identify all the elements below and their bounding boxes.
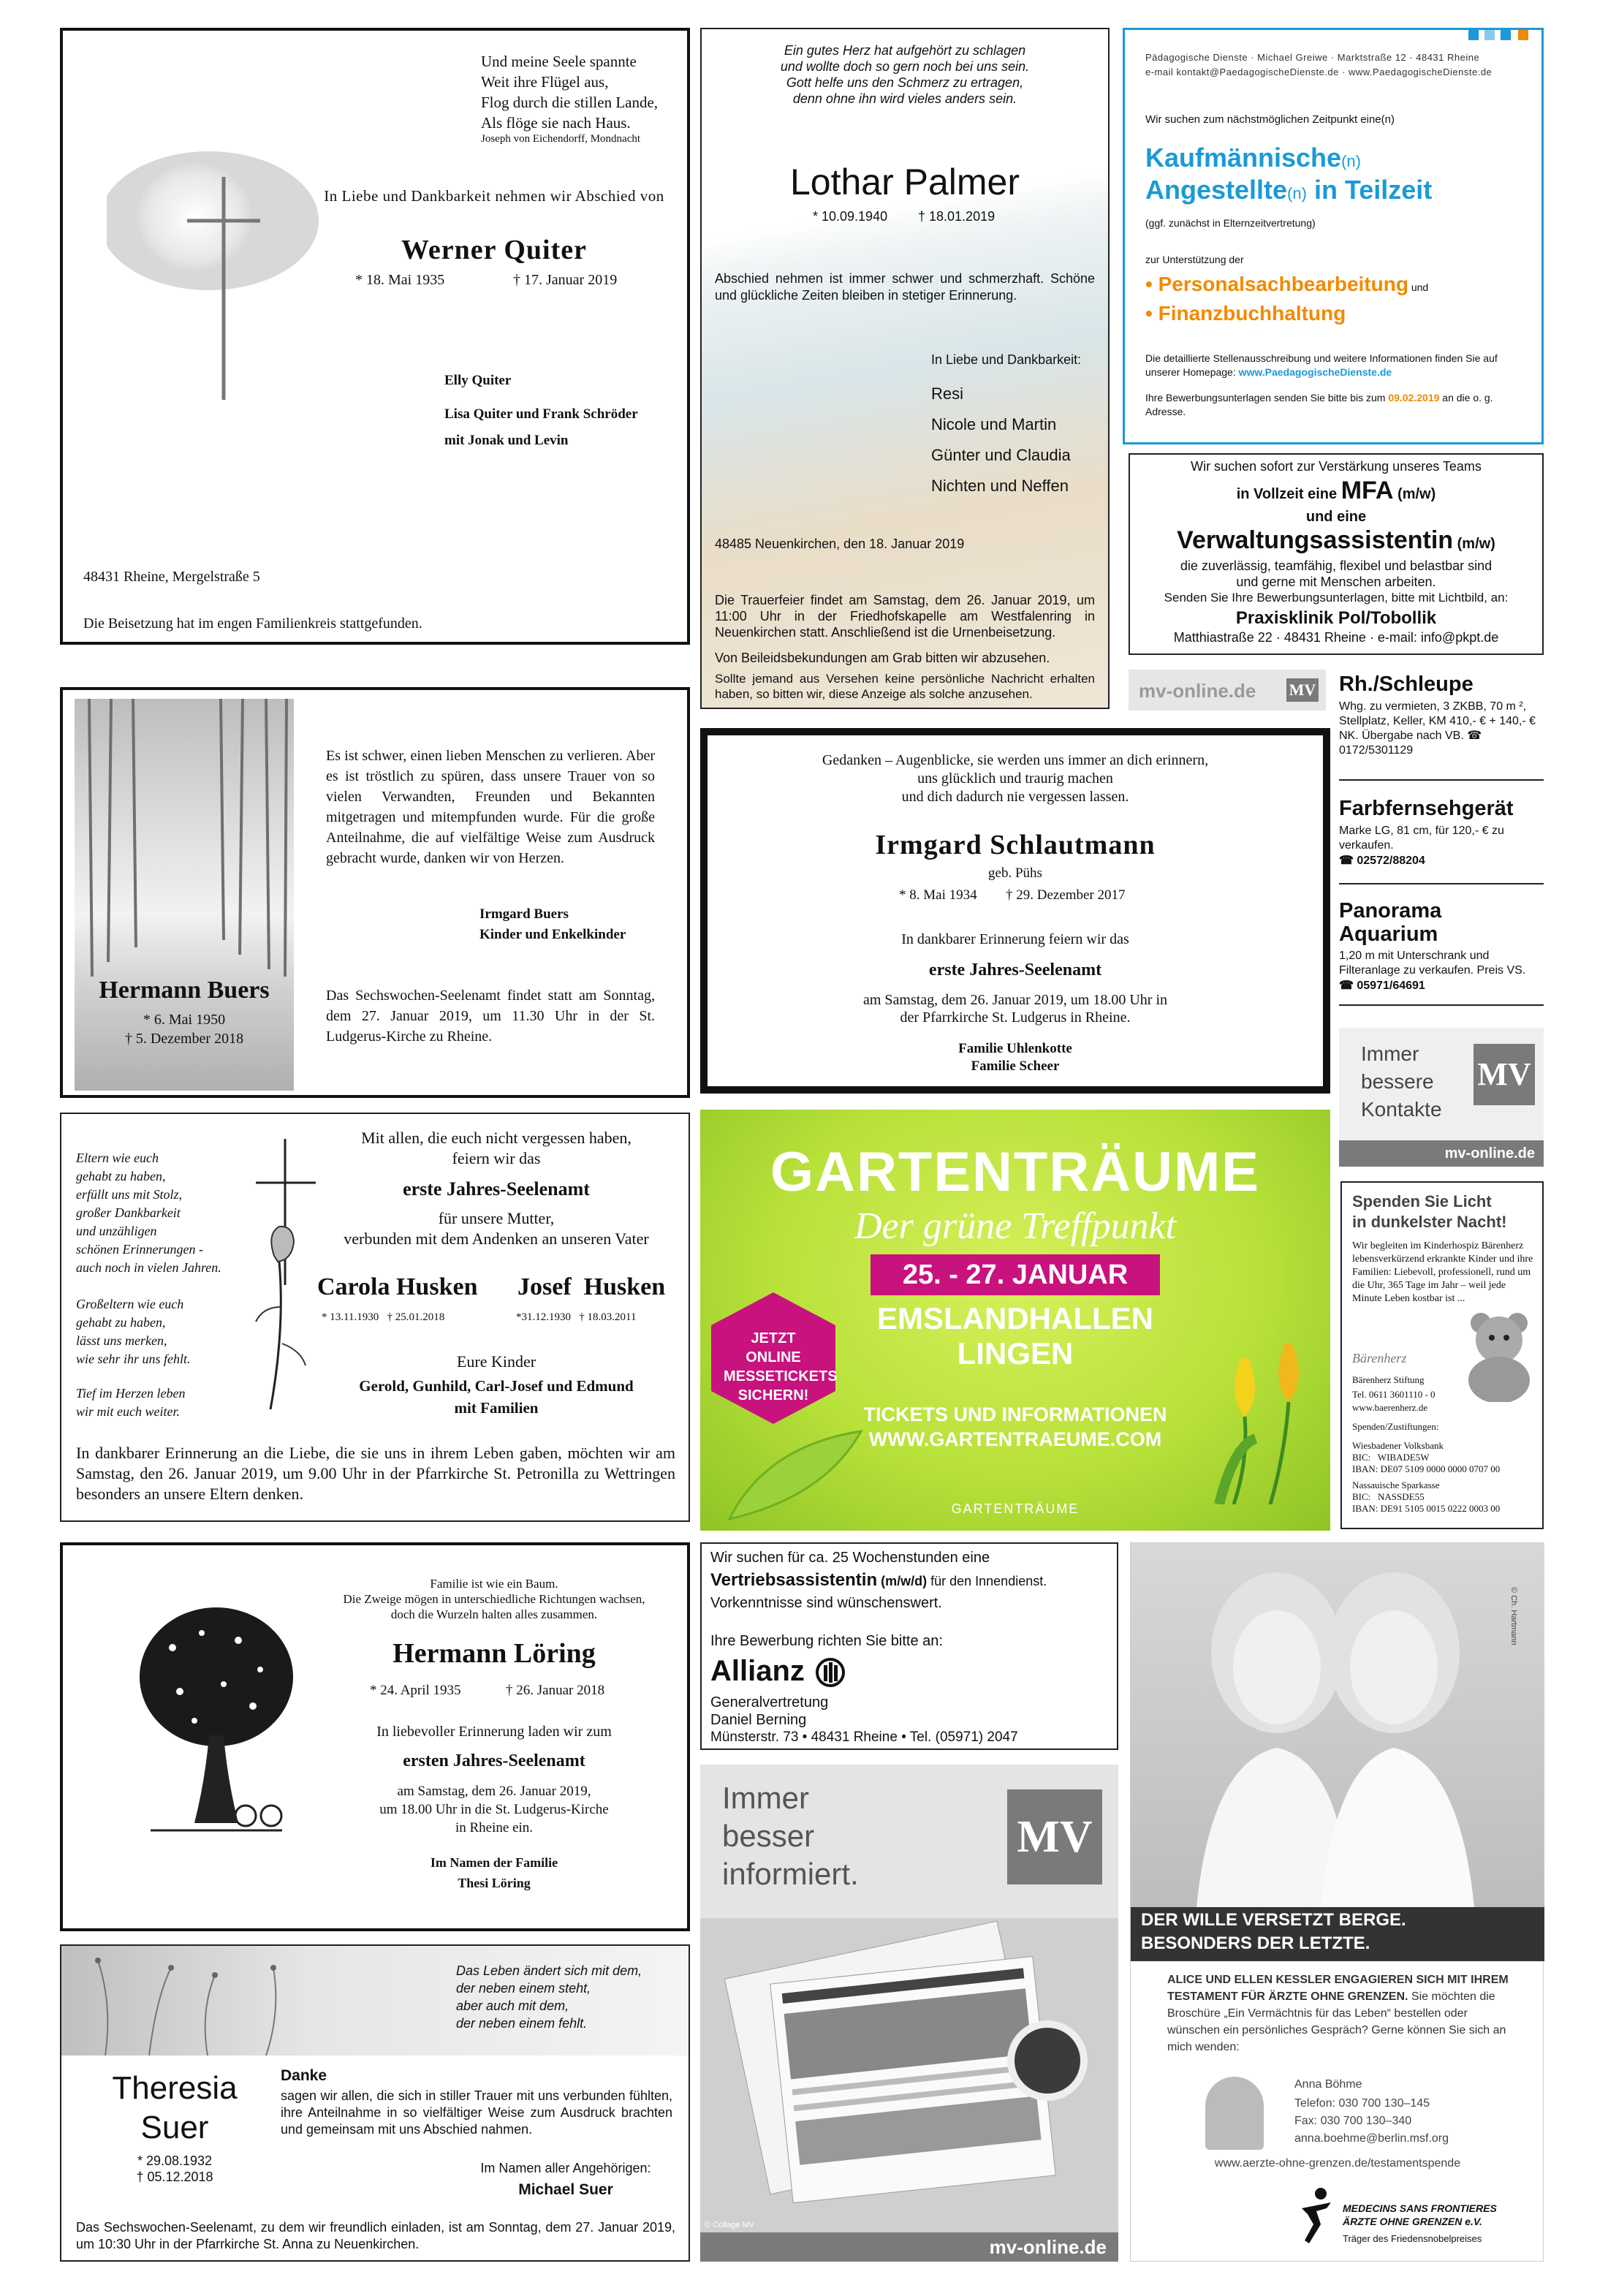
- buers-forest-image: [75, 699, 294, 1091]
- loring-name: Hermann Löring: [392, 1638, 596, 1669]
- mv-kontakte-line-3: Kontakte: [1361, 1098, 1442, 1121]
- schlautmann-when: am Samstag, dem 26. Januar 2019, um 18.00 Uhr in der Pfarrkirche St. Ludgerus in Rheine.: [862, 992, 1168, 1026]
- paed-title-line-1: [1145, 143, 1361, 173]
- suer-family-2: Michael Suer: [518, 2181, 613, 2198]
- classified-3-text: 1,20 m mit Unterschrank und Filteranlage zu verkaufen. Preis VS.: [1339, 950, 1526, 977]
- loring-family-1: Im Namen der Familie: [430, 1855, 558, 1870]
- hospiz-title: Spenden Sie Licht in dunkelster Nacht!: [1352, 1192, 1507, 1231]
- palmer-mourner-2: Nicole und Martin: [931, 415, 1057, 433]
- loring-intro: In liebevoller Erinnerung laden wir zum: [376, 1724, 612, 1740]
- msf-photo-credit: © Ch. Hartmann: [1509, 1587, 1518, 1645]
- ad-hermann-loring: [60, 1542, 690, 1931]
- loring-born: * 24. April 1935: [370, 1683, 461, 1698]
- loring-family-2: Thesi Löring: [458, 1876, 531, 1890]
- husken-family: Gerold, Gunhild, Carl-Josef und Edmund: [359, 1377, 634, 1395]
- mv-kontakte-footer: mv-online.de: [1339, 1140, 1544, 1167]
- husken-for-2: verbunden mit dem Andenken an unseren Vater: [344, 1230, 649, 1248]
- paed-logo-squares: [1468, 30, 1541, 45]
- msf-headline-1: DER WILLE VERSETZT BERGE.: [1141, 1910, 1406, 1930]
- suer-name-2: Suer: [140, 2110, 209, 2145]
- husken-name-1: Carola Husken: [317, 1273, 478, 1300]
- praxis-desc-1: die zuverlässig, teamfähig, flexibel und belastbar sind: [1180, 558, 1493, 573]
- ad-baerenherz: [1340, 1181, 1544, 1529]
- msf-fax: Fax: 030 700 130–340: [1294, 2115, 1412, 2127]
- garten-venue-2: LINGEN: [957, 1336, 1074, 1371]
- buers-mourner-1: Irmgard Buers: [479, 906, 569, 922]
- msf-intro: ALICE UND ELLEN KESSLER ENGAGIEREN SICH MIT IHREM TESTAMENT FÜR ÄRZTE OHNE GRENZEN.: [1167, 1974, 1509, 2003]
- tulip-flowers-image: [1175, 1329, 1321, 1504]
- garten-badge: JETZT ONLINE MESSETICKETS SICHERN!: [724, 1330, 838, 1403]
- ad-lothar-palmer: [700, 28, 1110, 709]
- quiter-mourner-3: mit Jonak und Levin: [444, 433, 569, 448]
- buers-name: Hermann Buers: [99, 977, 270, 1004]
- hospiz-iban-2: IBAN: DE91 5105 0015 0222 0003 00: [1352, 1503, 1501, 1514]
- quiter-name: Werner Quiter: [401, 235, 587, 265]
- msf-text: Sie möchten die Broschüre „Ein Vermächtnis für das Leben“ bestellen oder wünschen ein persönliches Gespräch? Gerne können Sie sich an mich wenden:: [1167, 1990, 1506, 2053]
- husken-text: In dankbarer Erinnerung an die Liebe, die sie uns in ihrem Leben gaben, möchten wir am Samstag, den 26. Januar 2019, um 9.00 Uhr in der Pfarrkirche St. Petronilla zu Wettringen besonders an unsere Eltern denken.: [76, 1444, 675, 1503]
- allianz-logo-text: Allianz: [710, 1655, 805, 1687]
- mv-info-line-3: informiert.: [722, 1857, 859, 1891]
- hospiz-bic-1: BIC: WIBADE5W: [1352, 1452, 1430, 1463]
- praxis-desc-3: Senden Sie Ihre Bewerbungsunterlagen, bitte mit Lichtbild, an:: [1164, 591, 1509, 605]
- praxis-clinic: Praxisklinik Pol/Tobollik: [1235, 608, 1437, 628]
- classified-1-text: Whg. zu vermieten, 3 ZKBB, 70 m ², Stellplatz, Keller, KM 410,- € + 140,- € NK. Übergabe nach VB. ☎ 0172/5301129: [1339, 700, 1536, 757]
- classified-2-text: Marke LG, 81 cm, für 120,- € zu verkaufen.: [1339, 825, 1504, 852]
- ad-aerzte-ohne-grenzen: [1130, 1542, 1544, 2262]
- quiter-poem: Und meine Seele spannte Weit ihre Flügel aus, Flog durch die stillen Lande, Als flöge sie nach Haus.: [481, 53, 659, 132]
- mv-kontakte-line-1: Immer: [1361, 1042, 1419, 1065]
- hospiz-web: www.baerenherz.de: [1352, 1402, 1428, 1413]
- schlautmann-event: erste Jahres-Seelenamt: [928, 961, 1102, 980]
- anna-boehme-photo: [1205, 2077, 1264, 2150]
- palmer-place-date: 48485 Neuenkirchen, den 18. Januar 2019: [715, 537, 965, 551]
- classified-2-title: Farbfernsehgerät: [1339, 797, 1514, 820]
- husken-event: erste Jahres-Seelenamt: [403, 1178, 590, 1200]
- allianz-job: Vertriebsassistentin: [710, 1570, 878, 1590]
- classified-1-title: Rh./Schleupe: [1339, 672, 1474, 696]
- kessler-photo: [1131, 1543, 1544, 1907]
- schlautmann-poem: Gedanken – Augenblicke, sie werden uns immer an dich erinnern, uns glücklich und traurig machen und dich dadurch nie vergessen lassen.: [822, 752, 1209, 805]
- husken-for-1: für unsere Mutter,: [438, 1209, 555, 1227]
- buers-died: † 5. Dezember 2018: [124, 1031, 244, 1047]
- paed-bullet-1: • Personalsachbearbeitung und: [1145, 273, 1429, 295]
- paed-apply: [1145, 391, 1525, 419]
- quiter-died: † 17. Januar 2019: [513, 272, 618, 288]
- husken-dates-2: *31.12.1930 † 18.03.2011: [516, 1311, 637, 1323]
- tree-image: [136, 1604, 297, 1845]
- paed-header-1: Pädagogische Dienste · Michael Greiwe · Marktstraße 12 · 48431 Rheine: [1145, 52, 1480, 63]
- allianz-line-3: Vorkenntnisse sind wünschenswert.: [710, 1595, 942, 1611]
- ad-praxisklinik: [1129, 453, 1544, 655]
- suer-born: * 29.08.1932: [137, 2153, 213, 2168]
- hospiz-bank-1: Wiesbadener Volksbank: [1352, 1440, 1444, 1451]
- mv-online-strip[interactable]: [1129, 670, 1326, 711]
- mv-kontakte-line-2: bessere: [1361, 1070, 1434, 1093]
- garten-dates: 25. - 27. JANUAR: [871, 1254, 1160, 1295]
- classified-2: [1339, 797, 1544, 884]
- paed-bullet-2: • Finanzbuchhaltung: [1145, 302, 1346, 325]
- suer-thanks-title: Danke: [281, 2067, 327, 2084]
- paed-note: (ggf. zunächst in Elternzeitvertretung): [1145, 217, 1316, 229]
- quiter-mourner-2: Lisa Quiter und Frank Schröder: [444, 406, 638, 422]
- schlautmann-born: * 8. Mai 1934: [899, 887, 977, 903]
- husken-poem-1: Eltern wie euch gehabt zu haben, erfüllt uns mit Stolz, großer Dankbarkeit und unzähligen schönen Erinnerungen - auch noch in vielen Jahren.: [76, 1151, 221, 1275]
- ad-werner-quiter: [60, 28, 690, 645]
- paed-header-2: e-mail kontakt@PaedagogischeDienste.de · www.PaedagogischeDienste.de: [1145, 67, 1493, 77]
- garten-tickets-1: TICKETS UND INFORMATIONEN: [863, 1403, 1167, 1425]
- hospiz-spenden: Spenden/Zustiftungen:: [1352, 1421, 1439, 1432]
- mv-info-footer: mv-online.de: [700, 2232, 1118, 2262]
- ad-hermann-buers: [60, 687, 690, 1098]
- paed-title-2b: in Teilzeit: [1306, 175, 1433, 205]
- schlautmann-birthname: geb. Pühs: [988, 865, 1042, 881]
- paed-apply-end: an die o. g. Adresse.: [1145, 392, 1493, 417]
- ad-theresia-suer: [60, 1944, 690, 2262]
- allianz-job-suffix: (m/w/d): [877, 1574, 928, 1588]
- ad-irmgard-schlautmann: [700, 728, 1330, 1094]
- msf-org-3: Träger des Friedensnobelpreises: [1343, 2233, 1482, 2244]
- buers-text: Es ist schwer, einen lieben Menschen zu verlieren. Aber es ist tröstlich zu spüren, dass unsere Trauer von so vielen Verwandten, Freunden und Bekannten mitgetragen und mitempfunden wurde. Für die große Anteilnahme, die auf vielfältige Weise zum Ausdruck gebracht wurde, danken wir von Herzen.: [326, 748, 655, 866]
- mv-info-line-2: besser: [722, 1819, 815, 1853]
- palmer-born: * 10.09.1940: [813, 209, 888, 224]
- hospiz-logo: Bärenherz: [1352, 1351, 1407, 1365]
- husken-intro-2: feiern wir das: [452, 1149, 541, 1167]
- ad-husken: [60, 1113, 690, 1522]
- ad-allianz: [700, 1542, 1118, 1750]
- schlautmann-name: Irmgard Schlautmann: [875, 830, 1156, 860]
- msf-org-2: ÄRZTE OHNE GRENZEN e.V.: [1343, 2216, 1482, 2227]
- msf-tel: Telefon: 030 700 130–145: [1294, 2097, 1430, 2110]
- quiter-intro: In Liebe und Dankbarkeit nehmen wir Abschied von: [324, 187, 664, 205]
- suer-poem: Das Leben ändert sich mit dem, der neben einem steht, aber auch mit dem, der neben einem fehlt.: [456, 1963, 642, 2031]
- msf-headline-box: [1131, 1907, 1544, 1961]
- allianz-eagle-icon: [816, 1658, 845, 1687]
- paed-bullet-1-text: Personalsachbearbeitung: [1158, 273, 1408, 295]
- mv-kontakte-badge: MV: [1474, 1044, 1535, 1105]
- paed-search: Wir suchen zum nächstmöglichen Zeitpunkt eine(n): [1145, 113, 1395, 126]
- ad-mv-kontakte[interactable]: [1339, 1028, 1544, 1167]
- husken-name-2: Josef Husken: [517, 1273, 666, 1300]
- quiter-address: 48431 Rheine, Mergelstraße 5: [83, 569, 260, 585]
- mv-info-line-1: Immer: [722, 1781, 809, 1815]
- palmer-apology: Sollte jemand aus Versehen keine persönliche Nachricht erhalten haben, so bitten wir, diese Anzeige als solche anzusehen.: [715, 672, 1095, 701]
- allianz-apply: Ihre Bewerbung richten Sie bitte an:: [710, 1633, 943, 1649]
- msf-body: [1167, 1971, 1518, 2056]
- praxis-mw-2: (m/w): [1453, 536, 1495, 552]
- paed-title-2a: Angestellte: [1145, 175, 1288, 205]
- hospiz-tel: Tel. 0611 3601110 - 0: [1352, 1389, 1436, 1400]
- husken-family-2: mit Familien: [454, 1399, 539, 1417]
- msf-web[interactable]: www.aerzte-ohne-grenzen.de/testamentspende: [1214, 2157, 1461, 2170]
- mv-strip-label: mv-online.de: [1139, 680, 1256, 702]
- teddy-bear-image: [1459, 1307, 1539, 1402]
- palmer-mourner-1: Resi: [931, 384, 964, 403]
- praxis-va: Verwaltungsassistentin: [1177, 526, 1454, 554]
- classified-2-phone: ☎ 02572/88204: [1339, 855, 1425, 867]
- buers-born: * 6. Mai 1950: [143, 1012, 226, 1028]
- garten-title: GARTENTRÄUME: [770, 1141, 1260, 1203]
- husken-poem-2: Großeltern wie euch gehabt zu haben, lässt uns merken, wie sehr ihr uns fehlt.: [76, 1297, 191, 1366]
- hospiz-iban-1: IBAN: DE07 5109 0000 0000 0707 00: [1352, 1463, 1501, 1474]
- msf-headline-2: BESONDERS DER LETZTE.: [1141, 1933, 1370, 1953]
- suer-name-1: Theresia: [112, 2070, 238, 2106]
- praxis-mfa: MFA: [1340, 477, 1394, 504]
- suer-family-1: Im Namen aller Angehörigen:: [480, 2161, 651, 2175]
- msf-email[interactable]: anna.boehme@berlin.msf.org: [1294, 2132, 1449, 2145]
- palmer-farewell: Abschied nehmen ist immer schwer und schmerzhaft. Schöne und glückliche Zeiten bleiben in stetiger Erinnerung.: [715, 271, 1095, 303]
- hospiz-bic-2: BIC: NASSDE55: [1352, 1491, 1425, 1502]
- palmer-mourner-4: Nichten und Neffen: [931, 477, 1069, 495]
- quiter-born: * 18. Mai 1935: [355, 272, 445, 288]
- schlautmann-family-1: Familie Uhlenkotte: [958, 1041, 1072, 1056]
- schlautmann-family-2: Familie Scheer: [971, 1058, 1060, 1074]
- praxis-mw-1: (m/w): [1393, 486, 1436, 502]
- loring-event: ersten Jahres-Seelenamt: [403, 1751, 585, 1770]
- paed-apply-text: Ihre Bewerbungsunterlagen senden Sie bitte bis zum: [1145, 392, 1389, 403]
- loring-when: am Samstag, dem 26. Januar 2019, um 18.00 Uhr in die St. Ludgerus-Kirche in Rheine ein.: [379, 1784, 609, 1835]
- allianz-logo: [710, 1655, 845, 1688]
- garten-tickets-2[interactable]: WWW.GARTENTRAEUME.COM: [868, 1428, 1162, 1450]
- allianz-job-line: [710, 1570, 1047, 1591]
- paed-details: [1145, 352, 1525, 379]
- mv-strip-badge: MV: [1286, 678, 1319, 702]
- buers-mourner-2: Kinder und Enkelkinder: [479, 927, 626, 942]
- hospiz-org: Bärenherz Stiftung: [1352, 1374, 1425, 1385]
- praxis-va-line: [1130, 526, 1542, 555]
- paed-title-line-2: [1145, 175, 1432, 205]
- garten-venue-1: EMSLANDHALLEN: [877, 1301, 1153, 1335]
- schlautmann-died: † 29. Dezember 2017: [1006, 887, 1126, 903]
- allianz-person: Daniel Berning: [710, 1712, 807, 1728]
- schlautmann-intro: In dankbarer Erinnerung feiern wir das: [901, 931, 1129, 947]
- loring-died: † 26. Januar 2018: [506, 1683, 605, 1698]
- classified-3: [1339, 899, 1544, 1006]
- husken-dates-1: * 13.11.1930 † 25.01.2018: [322, 1311, 445, 1323]
- praxis-address: Matthiastraße 22 · 48431 Rheine · e-mail: info@pkpt.de: [1173, 630, 1499, 645]
- husken-poem-3: Tief im Herzen leben wir mit euch weiter.: [76, 1386, 186, 1419]
- quiter-mourner-1: Elly Quiter: [444, 373, 512, 388]
- ad-paedagogische-dienste: [1123, 28, 1544, 444]
- ad-mv-informiert[interactable]: [700, 1765, 1118, 2262]
- classified-3-title: Panorama Aquarium: [1339, 899, 1442, 946]
- paed-support: zur Unterstützung der: [1145, 254, 1244, 265]
- praxis-vollzeit: in Vollzeit eine: [1236, 486, 1341, 502]
- msf-running-man-icon: [1294, 2186, 1338, 2245]
- garten-logo: GARTENTRÄUME: [951, 1501, 1080, 1516]
- hospiz-text: Wir begleiten im Kinderhospiz Bärenherz lebensverkürzend erkrankte Kinder und ihre Familien: Liebevoll, professionell, rund um die Uhr, 365 Tage im Jahr – weil jede Minute Leben kostbar ist ...: [1352, 1240, 1533, 1304]
- msf-contact-name: Anna Böhme: [1294, 2078, 1362, 2091]
- suer-mass: Das Sechswochen-Seelenamt, zu dem wir freundlich einladen, ist am Sonntag, dem 27. Januar 2019, um 10:30 Uhr in der Pfarrkirche St. Anna zu Neuenkirchen.: [76, 2220, 675, 2251]
- husken-intro-1: Mit allen, die euch nicht vergessen haben,: [361, 1129, 632, 1147]
- palmer-thanks-intro: In Liebe und Dankbarkeit:: [931, 352, 1082, 367]
- suer-died: † 05.12.2018: [136, 2170, 213, 2184]
- quiter-note: Die Beisetzung hat im engen Familienkreis stattgefunden.: [83, 615, 422, 632]
- paed-title-1-suffix: (n): [1341, 152, 1361, 170]
- paed-details-text: Die detaillierte Stellenausschreibung und weitere Informationen finden Sie auf unserer Homepage:: [1145, 352, 1498, 378]
- palmer-died: † 18.01.2019: [918, 209, 995, 224]
- mv-info-credit: © Collage MV: [705, 2221, 755, 2229]
- praxis-und: und eine: [1305, 509, 1367, 525]
- paed-bullet-1-suffix: und: [1408, 281, 1429, 293]
- msf-org-1: MEDECINS SANS FRONTIERES: [1343, 2202, 1497, 2214]
- palmer-poem: Ein gutes Herz hat aufgehört zu schlagen und wollte doch so gern noch bei uns sein. Gott helfe uns den Schmerz zu ertragen, denn ohne ihn wird vieles anders sein.: [780, 43, 1030, 106]
- praxis-desc-2: und gerne mit Menschen arbeiten.: [1236, 575, 1436, 589]
- husken-children: Eure Kinder: [456, 1352, 536, 1371]
- praxis-mfa-line: [1130, 477, 1542, 505]
- loring-poem: Familie ist wie ein Baum. Die Zweige mögen in unterschiedliche Richtungen wachsen, doch die Wurzeln halten alles zusammen.: [343, 1577, 645, 1621]
- palmer-service: Die Trauerfeier findet am Samstag, dem 26. Januar 2019, um 11:00 Uhr in der Friedhofskapelle am Westfalenring in Neuenkirchen statt. Anschließend ist die Urnenbeisetzung.: [715, 593, 1095, 640]
- hospiz-bank-2: Nassauische Sparkasse: [1352, 1479, 1440, 1490]
- classified-3-phone: ☎ 05971/64691: [1339, 980, 1425, 992]
- paed-homepage-link[interactable]: www.PaedagogischeDienste.de: [1238, 366, 1392, 378]
- palmer-mourner-3: Günter und Claudia: [931, 446, 1071, 464]
- paed-title-2-suffix: (n): [1287, 184, 1307, 202]
- palmer-name: Lothar Palmer: [789, 162, 1020, 202]
- mv-info-badge: MV: [1007, 1789, 1102, 1884]
- allianz-address: Münsterstr. 73 • 48431 Rheine • Tel. (05971) 2047: [710, 1729, 1018, 1745]
- classified-1: [1339, 672, 1544, 781]
- allianz-gv: Generalvertretung: [710, 1694, 829, 1710]
- newspaper-collage-image: [700, 1918, 1118, 2232]
- ad-gartentraeume[interactable]: [700, 1110, 1330, 1531]
- allianz-job-rest: für den Innendienst.: [927, 1574, 1047, 1588]
- garten-subtitle: Der grüne Treffpunkt: [854, 1205, 1177, 1247]
- praxis-line-1: Wir suchen sofort zur Verstärkung unseres Teams: [1191, 459, 1482, 474]
- buers-mass: Das Sechswochen-Seelenamt findet statt am Sonntag, dem 27. Januar 2019, um 11.30 Uhr in der St. Ludgerus-Kirche zu Rheine.: [326, 988, 655, 1045]
- allianz-line-1: Wir suchen für ca. 25 Wochenstunden eine: [710, 1550, 990, 1566]
- paed-bullet-2-text: Finanzbuchhaltung: [1158, 302, 1346, 325]
- quiter-poem-author: Joseph von Eichendorff, Mondnacht: [481, 133, 641, 145]
- paed-title-1: Kaufmännische: [1145, 143, 1342, 173]
- suer-thanks: sagen wir allen, die sich in stiller Trauer mit uns verbunden fühlten, ihre Anteilnahme in so vielfältiger Weise zum Ausdruck brachten und gemeinsam mit uns Abschied nahmen.: [281, 2088, 672, 2137]
- paed-deadline: 09.02.2019: [1388, 392, 1440, 403]
- palmer-condolence: Von Beileidsbekundungen am Grab bitten wir abzusehen.: [715, 651, 1050, 665]
